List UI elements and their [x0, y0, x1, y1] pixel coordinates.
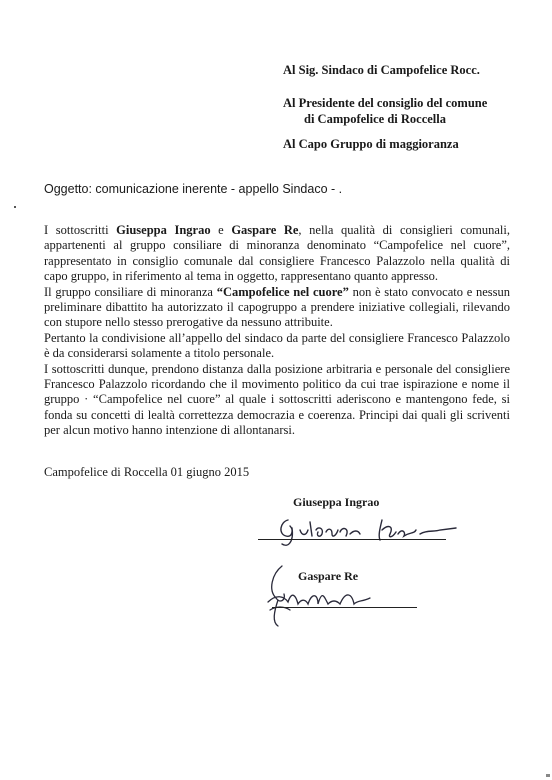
body-p1-text-b: e	[210, 223, 232, 237]
recipient-council-president-line1: Al Presidente del consiglio del comune	[283, 96, 488, 110]
body-p1-name-re: Gaspare Re	[231, 223, 299, 237]
signature-name-re: Gaspare Re	[298, 569, 359, 583]
letter-body	[44, 223, 510, 439]
signature-line-re	[272, 607, 417, 608]
body-p2-text-b: non è stato convocato e nessun preliminare dibattito ha autorizzato il capogruppo a prendere iniziative collegiali, rilevando con stupore nello stesso prerogative da nessuno attribuite.	[44, 284, 510, 330]
signature-name-ingrao: Giuseppa Ingrao	[293, 495, 380, 509]
recipient-majority-leader	[283, 136, 459, 152]
recipient-majority-leader-text: Al Capo Gruppo di maggioranza	[283, 137, 459, 151]
letter-date: Campofelice di Roccella 01 giugno 2015	[44, 465, 250, 479]
body-p1-text-c: , nella qualità di consiglieri comunali, appartenenti al gruppo consiliare di minoranza denominato “Campofelice nel cuore”, rappresentato in consiglio comunale dal consigliere Francesco Palazzolo nella qualità di capo gruppo, in riferimento al tema in oggetto, rappresentano quanto appresso.	[44, 223, 510, 284]
body-paragraph-1	[44, 223, 510, 285]
recipient-mayor	[283, 62, 480, 78]
subject-line: Oggetto: comunicazione inerente - appello Sindaco - .	[44, 182, 343, 196]
body-paragraph-2	[44, 285, 510, 331]
body-p1-text-a: I sottoscritti	[44, 223, 117, 237]
body-paragraph-3: Pertanto la condivisione all’appello del sindaco da parte del consigliere Francesco Palazzolo è da considerarsi solamente a titolo personale.	[44, 330, 510, 361]
handwritten-signature-ingrao	[270, 508, 470, 548]
signature-line-ingrao	[258, 539, 446, 540]
body-p2-group-name: “Campofelice nel cuore”	[216, 284, 349, 299]
body-p2-text-a: Il gruppo consiliare di minoranza	[44, 284, 217, 299]
recipient-council-president	[283, 95, 487, 127]
scan-speck	[14, 206, 16, 208]
body-paragraph-4: I sottoscritti dunque, prendono distanza dalla posizione arbitraria e personale del consigliere Francesco Palazzolo ricordando che il movimento politico da cui trae ispirazione e nome il gruppo · “Campofelice nel cuore” al quale i sottoscritti aderiscono e mantengono fede, si fonda su concetti di lealtà correttezza democrazia e coerenza. Principi dai quali gli scriventi per alcun motivo hanno intenzione di allontanarsi.	[44, 361, 510, 438]
recipient-mayor-text: Al Sig. Sindaco di Campofelice Rocc.	[283, 63, 480, 77]
body-p1-name-ingrao: Giuseppa Ingrao	[116, 223, 211, 237]
recipient-council-president-line2: di Campofelice di Roccella	[304, 112, 446, 126]
scan-edge-mark	[546, 774, 550, 777]
